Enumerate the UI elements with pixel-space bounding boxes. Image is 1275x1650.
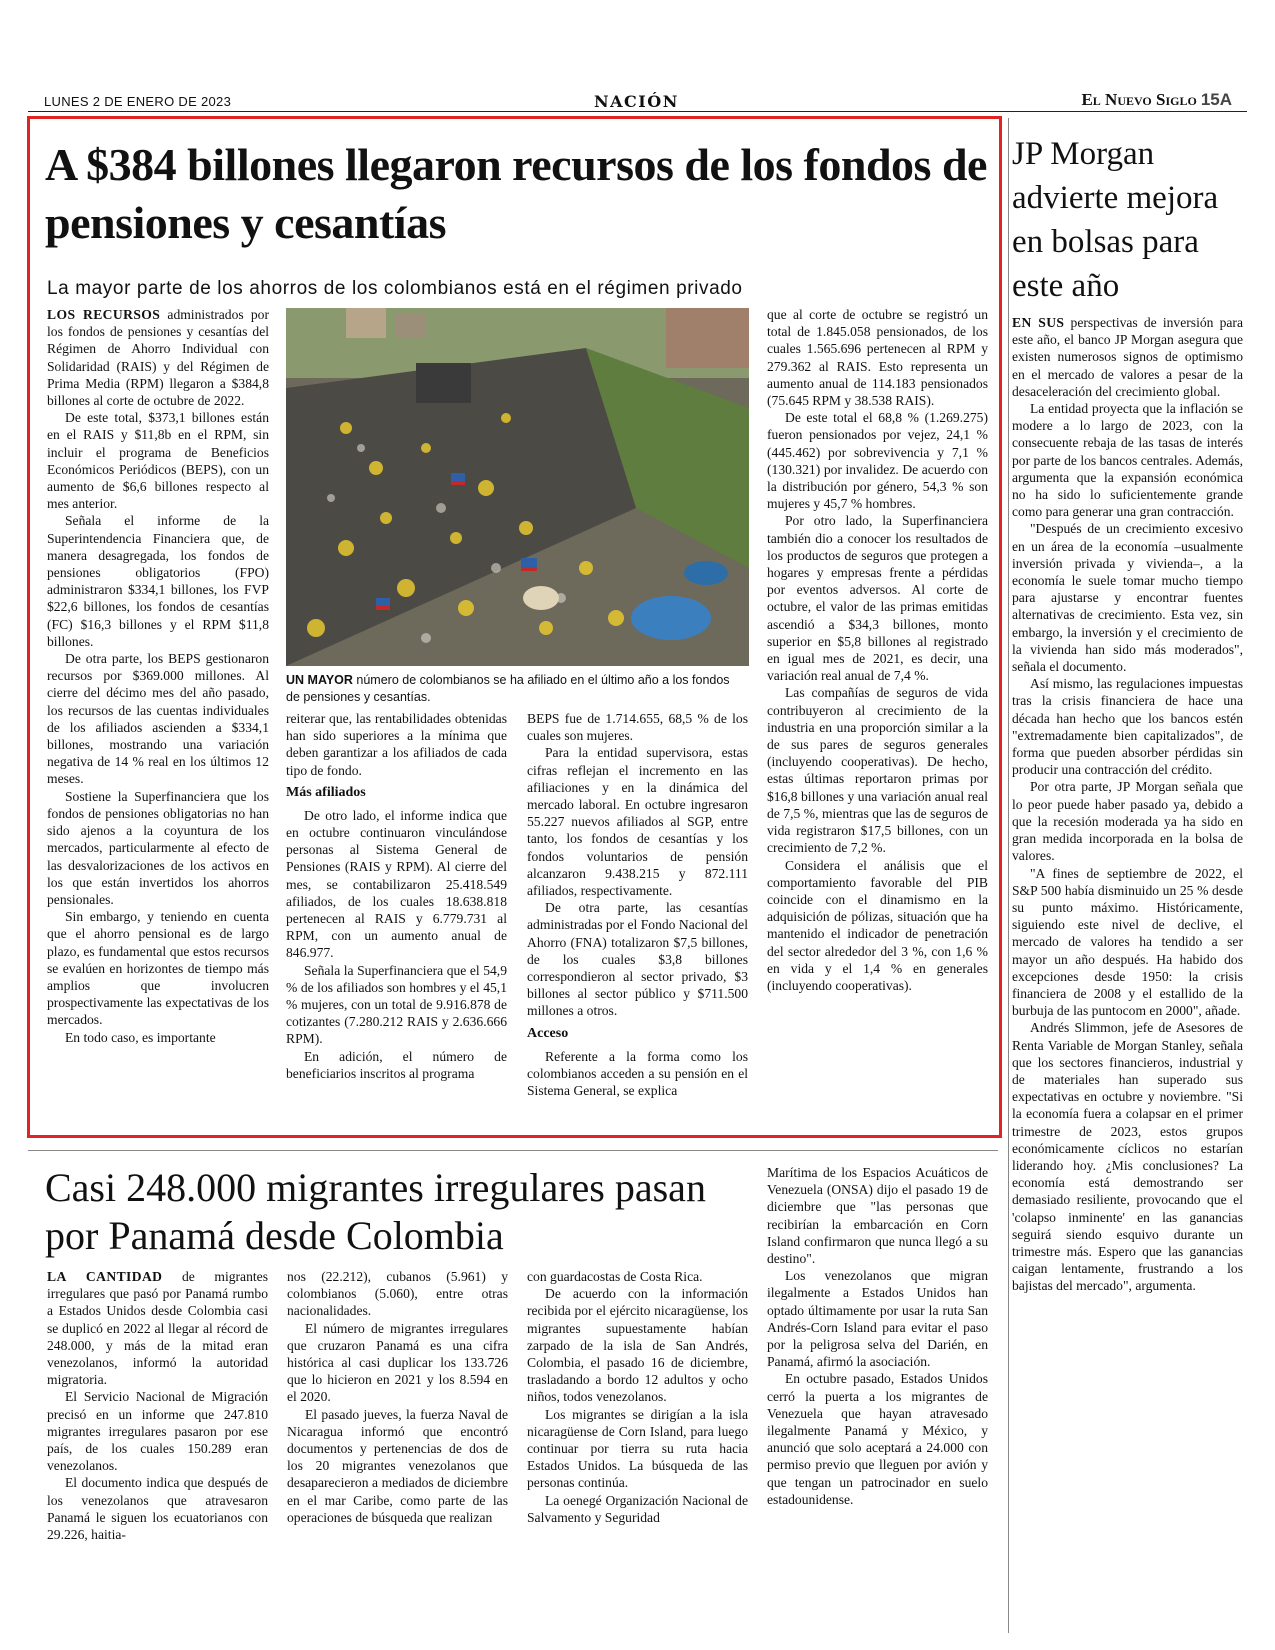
paragraph: Por otro lado, la Superfinanciera también dio a conocer los resultados de los productos de seguros que protegen a hogares y empresas frente a pérdidas por eventos adversos. Al corte de octubre, el valor de las primas emitidas ascendió a $34,3 billones, monto superior en $5,8 billones al registrado en igual mes de 2021, es decir, una variación real anual de 7,4 %. [767,513,988,684]
paragraph: nos (22.212), cubanos (5.961) y colombianos (5.060), entre otras nacionalidades. [287,1269,508,1319]
paragraph: En octubre pasado, Estados Unidos cerró la puerta a los migrantes de Venezuela que hayan atravesado ilegalmente Panamá y México, y anunció que solo aceptará a 24.000 con permiso previo que lleguen por avión y que tengan un patrocinador en suelo estadounidense. [767,1371,988,1507]
caption-lead: UN MAYOR [286,673,353,687]
article-divider [28,1150,998,1151]
paragraph: La entidad proyecta que la inflación se modere a lo largo de 2023, con la consecuente rebaja de las tasas de interés por parte de los bancos centrales. Además, argumenta que la expansión económica no ha sido lo suficientemente grande como para generar una gran contracción. [1012,401,1244,520]
paragraph: El documento indica que después de los venezolanos que atravesaron Panamá le siguen los ecuatorianos con 29.226, haitia- [47,1475,268,1543]
paragraph: De otro lado, el informe indica que en octubre continuaron vinculándose personas al Sistema General de Pensiones (RAIS y RPM). Al cierre del mes, se contabilizaron 25.418.549 afiliados, de los cuales 18.638.818 pertenecen al RAIS y 6.779.731 al RPM, con un aumento anual de 846.977. [286,807,507,961]
section-heading: Acceso [527,1025,569,1041]
paragraph: Marítima de los Espacios Acuáticos de Venezuela (ONSA) dijo el pasado 19 de diciembre que "las personas que recibirían la embarcación en Corn Island confirmaron que nunca llegó a su destino". [767,1165,988,1267]
issue-date: LUNES 2 DE ENERO DE 2023 [44,94,232,109]
paragraph: Sostiene la Superfinanciera que los fondos de pensiones obligatorias no han sido ajenos a la coyuntura de los mercados, particularmente al efecto de las desvalorizaciones de los activos en los que están invertidos los ahorros pensionales. [47,788,269,907]
paragraph: El número de migrantes irregulares que cruzaron Panamá es una cifra histórica al casi duplicar los 133.726 que lo hicieron en 2021 y los 8.594 en el 2020. [287,1320,508,1405]
paragraph: "Después de un crecimiento excesivo en un área de la economía –usualmente inversión privada y vivienda–, a la economía le suele tomar mucho tiempo para ajustarse y encontrar fuentes alternativas de crecimiento. Esta vez, sin embargo, la inversión y el crecimiento de la vivienda han sido más moderados", señala el documento. [1012,521,1243,675]
paragraph-text: de migrantes irregulares que pasó por Panamá rumbo a Estados Unidos desde Colombia casi se duplicó en 2022 al llegar al récord de 248.000, y más de la mitad eran venezolanos, informó la autoridad migratoria. [47,1269,268,1388]
paragraph: reiterar que, las rentabilidades obtenidas han sido superiores a la mínima que deben garantizar a los afiliados de cada tipo de fondo. [286,711,507,778]
paragraph: De otra parte, las cesantías administradas por el Fondo Nacional del Ahorro (FNA) totalizaron $7,5 billones, de los cuales $3,8 billones correspondieron al sector privado, $3 billones al sector público y $711.500 millones a otros. [527,900,748,1019]
section-name: NACIÓN [594,92,679,111]
paragraph: que al corte de octubre se registró un total de 1.845.058 pensionados, de los cuales 1.565.696 pertenecen al RPM y 279.362 al RAIS. Esto representa un aumento anual de 114.183 pensionados (75.645 RPM y 38.538 RAIS). [767,307,988,409]
paragraph: con guardacostas de Costa Rica. [527,1269,703,1284]
section-heading: Más afiliados [286,784,366,800]
paragraph [1012,314,1243,400]
paragraph: "A fines de septiembre de 2022, el S&P 500 había disminuido un 25 % desde su punto máximo. Históricamente, siguiendo este nivel de declive, el mercado de valores ha tendido a ser mayor un año después. Ha habido dos excepciones desde 1950: la crisis financiera de 2008 y el estallido de la burbuja de las puntocom en 2000", añade. [1012,865,1243,1019]
migrants-column-2 [287,1268,508,1526]
kicker: LOS RECURSOS [47,307,161,322]
paragraph: De este total el 68,8 % (1.269.275) fueron pensionados por vejez, 24,1 % (445.462) por sobrevivencia y 7,1 % (130.321) por invalidez. De acuerdo con la distribución por género, 54,3 % son mujeres y 45,7 % hombres. [767,410,988,512]
crowd-photo [286,308,749,666]
publication-name [1081,90,1232,110]
page-number: 15A [1200,90,1232,109]
migrants-headline: Casi 248.000 migrantes irregulares pasan por Panamá desde Colombia [45,1165,706,1258]
paragraph [47,306,269,409]
kicker: EN SUS [1012,315,1065,330]
paragraph: De acuerdo con la información recibida por el ejército nicaragüense, los migrantes supuestamente habían zarpado de la isla de San Andrés, Colombia, el pasado 16 de diciembre, trasladando a bordo 12 adultos y ocho niños, todos venezolanos. [527,1286,748,1405]
main-column-2 [286,710,507,1082]
paragraph: El Servicio Nacional de Migración precisó en un informe que 247.810 migrantes irregulares pasaron por ese país, de los cuales 150.289 eran venezolanos. [47,1389,268,1474]
publication-title: El Nuevo Siglo [1081,90,1197,109]
paragraph: Así mismo, las regulaciones impuestas tras la crisis financiera de hace una década han hecho que los bancos estén "extremadamente bien capitalizados", de forma que pueden absorber pérdidas sin producir una contracción del crédito. [1012,676,1243,778]
header-rule [28,111,1247,112]
paragraph: Para la entidad supervisora, estas cifras reflejan el incremento en las afiliaciones y en la dinámica del mercado laboral. En octubre ingresaron 55.227 nuevos afiliados al SGP, entre tanto, los fondos de cesantías y los fondos voluntarios de pensión alcanzaron 9.438.215 y 872.111 afiliados, respectivamente. [527,745,748,899]
side-column [1012,314,1243,1295]
paragraph: Las compañías de seguros de vida contribuyeron al crecimiento de la industria en una proporción similar a la de sus pares de seguros generales (incluyendo cooperativas). De hecho, estas últimas reportaron primas por $16,8 billones y una variación anual real de 7,5 %, mientras que las de seguros de vida registraron $17,5 billones, con un crecimiento de 7,2 %. [767,685,988,856]
paragraph: Por otra parte, JP Morgan señala que lo peor puede haber pasado ya, debido a que la recesión moderada ya ha sido en gran medida incorporada en la bolsa de valores. [1012,779,1243,864]
migrants-column-4 [767,1164,988,1508]
caption-text: número de colombianos se ha afiliado en el último año a los fondos de pensiones y cesantías. [286,673,730,704]
paragraph: BEPS fue de 1.714.655, 68,5 % de los cuales son mujeres. [527,711,748,744]
paragraph: Considera el análisis que el comportamiento favorable del PIB coincide con el dinamismo en la adquisición de pólizas, situación que ha mantenido el indicador de penetración del sector alrededor del 3 %, con 1,6 % en vida y el 1,4 % en generales (incluyendo cooperativas). [767,857,988,993]
main-column-3 [527,710,748,1099]
paragraph [47,1268,268,1388]
crowd-photo-image [286,308,749,666]
paragraph-text: perspectivas de inversión para este año, el banco JP Morgan asegura que existen numerosos signos de optimismo en el mercado de valores a pesar de la desaceleración del crecimiento global. [1012,315,1243,399]
paragraph-text: administrados por los fondos de pensiones y cesantías del Régimen de Ahorro Individual con Solidaridad (RAIS) y del Régimen de Prima Media (RPM) llegaron a $384,8 billones al corte de octubre de 2022. [47,307,269,409]
paragraph: De este total, $373,1 billones están en el RAIS y $11,8b en el RPM, sin incluir el programa de Beneficios Económicos Periódicos (BEPS), con un aumento de $6,6 billones respecto al mes anterior. [47,410,269,512]
photo-caption [286,672,746,706]
paragraph: Los migrantes se dirigían a la isla nicaragüense de Corn Island, para luego continuar por tierra su ruta hacia Estados Unidos. La búsqueda de las personas continúa. [527,1406,748,1491]
paragraph: El pasado jueves, la fuerza Naval de Nicaragua informó que encontró documentos y pertenencias de dos de los 20 migrantes venezolanos que desaparecieron a mediados de diciembre en el mar Caribe, como parte de las operaciones de búsqueda que realizan [287,1406,508,1525]
paragraph: Los venezolanos que migran ilegalmente a Estados Unidos han optado últimamente por usar la ruta San Andrés-Corn Island para evitar el paso por la peligrosa selva del Darién, en Panamá, afirmó la asociación. [767,1268,988,1370]
column-divider [1008,118,1009,1633]
main-headline: A $384 billones llegaron recursos de los fondos de pensiones y cesantías [45,139,987,248]
paragraph: Referente a la forma como los colombianos acceden a su pensión en el Sistema General, se explica [527,1048,748,1099]
paragraph: La oenegé Organización Nacional de Salvamento y Seguridad [527,1492,748,1525]
migrants-column-1 [47,1268,268,1543]
paragraph: En todo caso, es importante [65,1029,216,1045]
side-headline: JP Morgan advierte mejora en bolsas para este año [1012,136,1219,304]
migrants-column-3 [527,1268,748,1526]
paragraph: Señala el informe de la Superintendencia Financiera que, de manera desagregada, los fondos de pensiones obligatorios (FPO) administraron $334,1 billones, los FVP $22,6 billones, los fondos de cesantías (FC) $16,3 billones y el RPM $11,8 billones. [47,513,269,649]
main-subhead: La mayor parte de los ahorros de los colombianos está en el régimen privado [47,278,743,299]
paragraph: De otra parte, los BEPS gestionaron recursos por $369.000 millones. Al cierre del décimo mes del año pasado, los recursos de las cuentas individuales de los afiliados ascienden a $334,1 billones, mostrando una variación negativa de 14 % real en los últimos 12 meses. [47,651,269,787]
main-column-4 [767,306,988,994]
paragraph: Sin embargo, y teniendo en cuenta que el ahorro pensional es de largo plazo, es fundamental que estos recursos se evalúen en horizontes de tiempo más amplios que involucren prospectivamente las expectativas de los mercados. [47,909,269,1028]
paragraph: Señala la Superfinanciera que el 54,9 % de los afiliados son hombres y el 45,1 % mujeres, con un total de 9.916.878 de cotizantes (7.280.212 RAIS y 2.636.666 RPM). [286,962,507,1047]
paragraph: Andrés Slimmon, jefe de Asesores de Renta Variable de Morgan Stanley, señala que los sectores financieros, industrial y de materiales han superado sus expectativas en octubre y noviembre. "Si la economía fuera a colapsar en el primer trimestre de 2023, estos grupos económicamente cíclicos no estarían liderando hoy. ¿Mis conclusiones? La economía está demostrando ser demasiado resiliente, provocando que el 'colapso inminente' en las ganancias seguirá siendo esquivo durante un trimestre más. Espero que las ganancias caigan lentamente, frustrando a los bajistas del mercado", argumenta. [1012,1020,1243,1294]
paragraph: En adición, el número de beneficiarios inscritos al programa [286,1048,507,1081]
kicker: LA CANTIDAD [47,1269,163,1284]
main-column-1 [47,306,269,1046]
